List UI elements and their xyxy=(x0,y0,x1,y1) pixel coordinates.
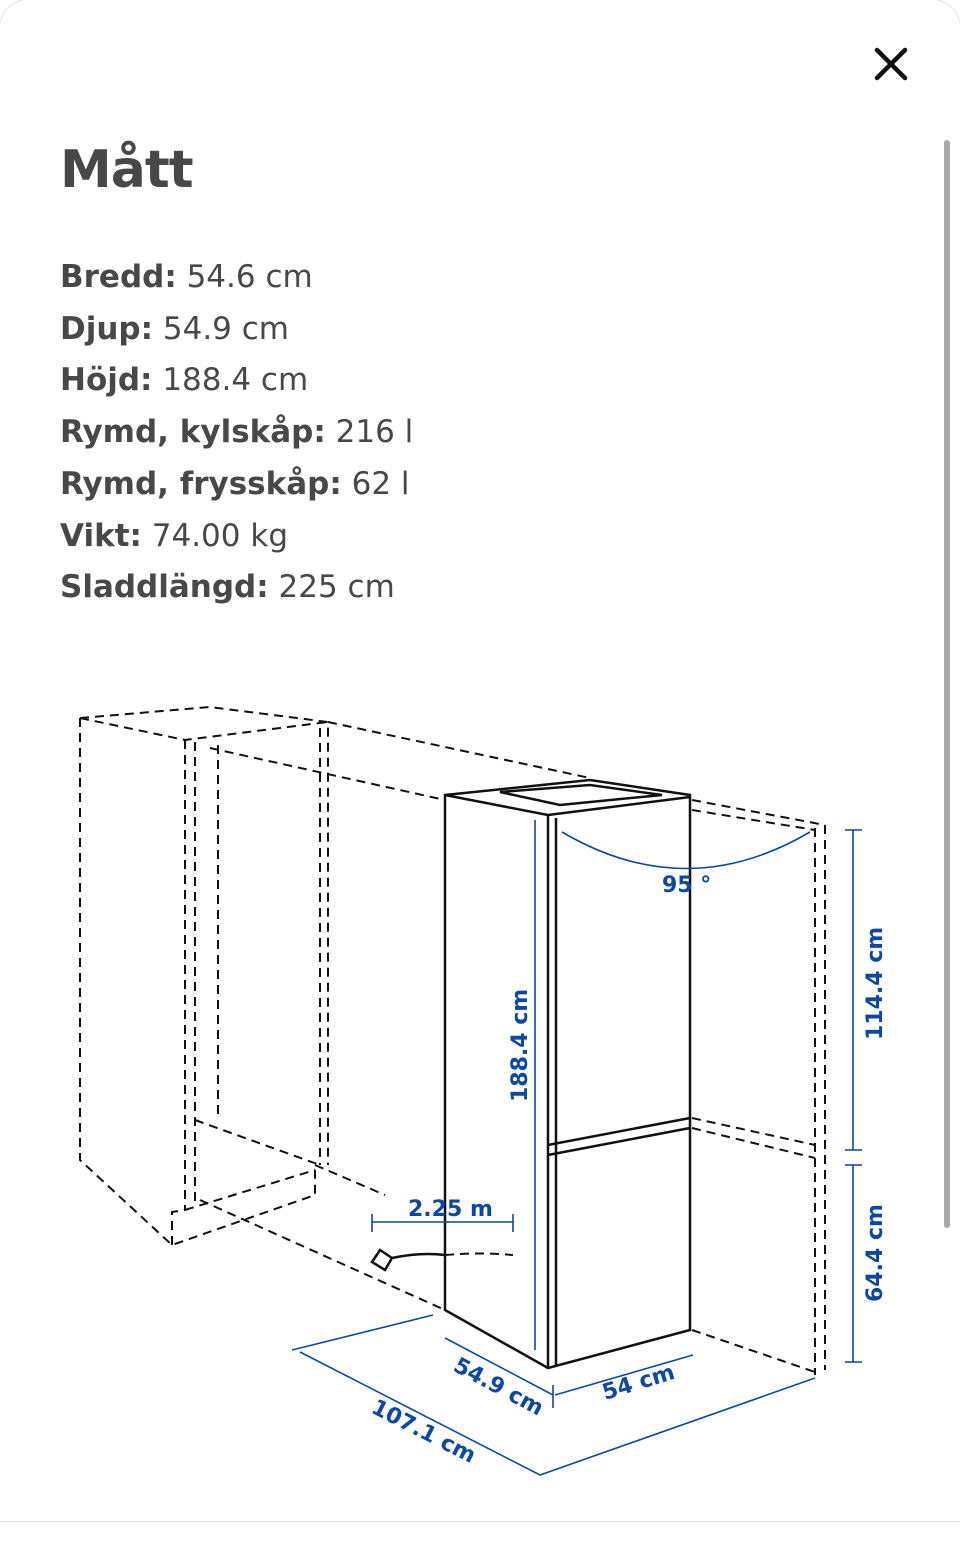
spec-label: Bredd: xyxy=(60,259,177,295)
spec-value: 62 l xyxy=(341,465,410,502)
width-label: 54 cm xyxy=(599,1360,678,1406)
scrollbar[interactable] xyxy=(944,140,950,1228)
cabinet-outline xyxy=(80,707,825,1375)
fridge-height-label: 114.4 cm xyxy=(863,926,888,1040)
spec-value: 188.4 cm xyxy=(152,362,309,399)
spec-label: Sladdlängd: xyxy=(60,569,269,606)
door-angle-label: 95 ° xyxy=(662,873,712,898)
spec-value: 74.00 kg xyxy=(141,517,288,554)
spec-value: 54.6 cm xyxy=(176,259,313,295)
spec-label: Höjd: xyxy=(60,362,153,399)
divider xyxy=(0,1521,960,1522)
open-depth-label: 107.1 cm xyxy=(367,1395,480,1469)
cord-label: 2.25 m xyxy=(408,1197,493,1222)
freezer-height-label: 64.4 cm xyxy=(863,1204,888,1302)
spec-value: 225 cm xyxy=(268,569,395,606)
height-label: 188.4 cm xyxy=(508,988,533,1102)
spec-label: Djup: xyxy=(60,310,154,347)
depth-label: 54.9 cm xyxy=(449,1353,548,1422)
spec-value: 216 l xyxy=(325,414,414,451)
spec-label: Rymd, frysskåp: xyxy=(60,465,342,502)
spec-label: Rymd, kylskåp: xyxy=(60,414,326,451)
spec-label: Vikt: xyxy=(60,517,142,554)
page-title: Mått xyxy=(60,140,193,200)
spec-value: 54.9 cm xyxy=(153,310,289,347)
